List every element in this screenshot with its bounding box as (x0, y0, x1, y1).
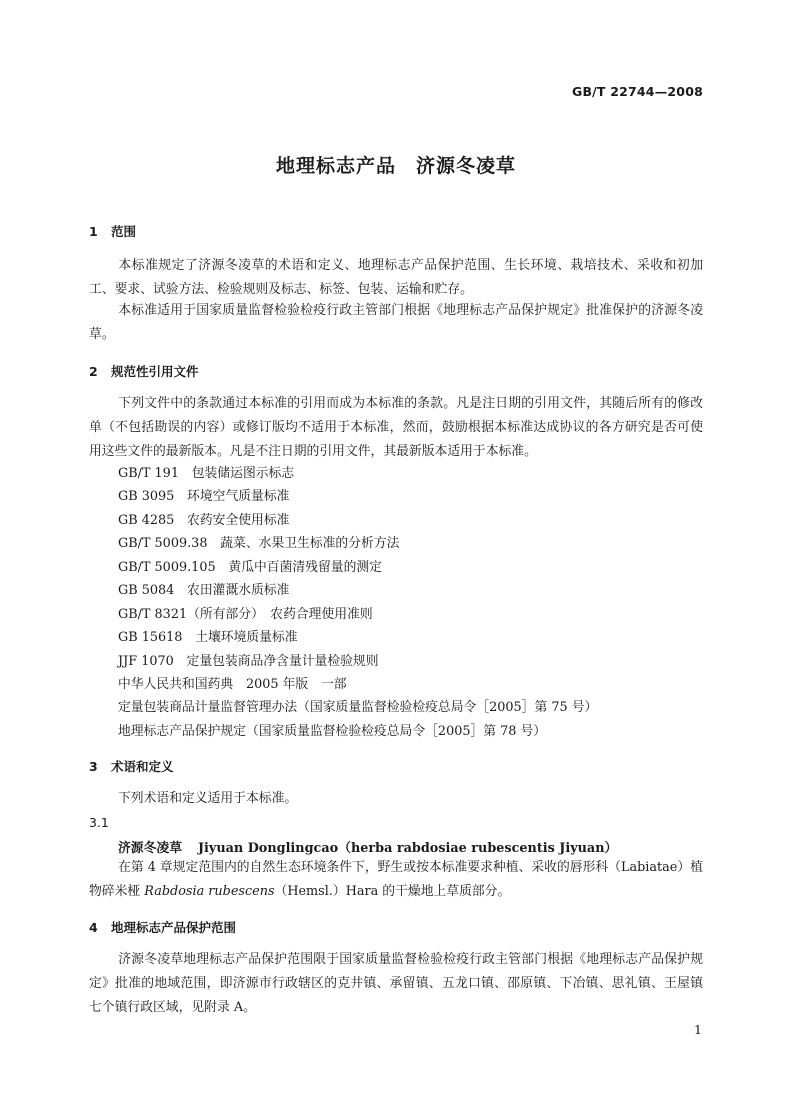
reference-item: GB/T 8321（所有部分） 农药合理使用准则 (118, 607, 373, 622)
reference-item: GB 15618 土壤环境质量标准 (118, 630, 298, 645)
section-3-heading (89, 757, 174, 775)
clause-number: 3.1 (89, 815, 109, 830)
section-1-paragraph-1: 本标准规定了济源冬凌草的术语和定义、地理标志产品保护范围、生长环境、栽培技术、采收和初加工、要求、试验方法、检验规则及标志、标签、包装、运输和贮存。 (89, 258, 703, 297)
section-3-paragraph-1: 下列术语和定义适用于本标准。 (118, 791, 298, 806)
section-1-heading (89, 222, 136, 240)
reference-item: GB 5084 农田灌溉水质标准 (118, 583, 290, 598)
section-4-heading (89, 918, 236, 936)
term-definition: 在第 4 章规定范围内的自然生态环境条件下，野生或按本标准要求种植、采收的唇形科（Labiatae）植物碎米桠 Rabdosia rubescens（Hemsl.）Hara 的干燥地上草质部分。 (89, 860, 703, 899)
reference-item: 定量包装商品计量监督管理办法（国家质量监督检验检疫总局令［2005］第 75 号） (118, 700, 598, 715)
standard-number: GB/T 22744—2008 (571, 84, 703, 99)
document-title: 地理标志产品 济源冬凌草 (275, 155, 516, 177)
reference-item: GB/T 5009.38 蔬菜、水果卫生标准的分析方法 (118, 536, 400, 551)
section-1-paragraph-2: 本标准适用于国家质量监督检验检疫行政主管部门根据《地理标志产品保护规定》批准保护的济源冬凌草。 (89, 303, 703, 342)
reference-item: 地理标志产品保护规定（国家质量监督检验检疫总局令［2005］第 78 号） (118, 724, 547, 739)
term-chinese: 济源冬凌草 (118, 841, 182, 856)
section-number: 2 (89, 364, 98, 379)
term-english: Jiyuan Donglingcao（herba rabdosiae rubescentis Jiyuan） (197, 841, 618, 856)
section-2-paragraph-1: 下列文件中的条款通过本标准的引用而成为本标准的条款。凡是注日期的引用文件，其随后所有的修改单（不包括勘误的内容）或修订版均不适用于本标准，然而，鼓励根据本标准达成协议的各方研究是否可使用这些文件的最新版本。凡是不注日期的引用文件，其最新版本适用于本标准。 (89, 396, 703, 459)
reference-item: GB/T 5009.105 黄瓜中百菌清残留量的测定 (118, 560, 382, 575)
section-number: 4 (89, 920, 98, 935)
section-number: 3 (89, 759, 98, 774)
section-title: 术语和定义 (111, 759, 174, 774)
section-title: 范围 (111, 224, 137, 239)
reference-item: JJF 1070 定量包装商品净含量计量检验规则 (118, 654, 379, 669)
section-4-paragraph-1: 济源冬凌草地理标志产品保护范围限于国家质量监督检验检疫行政主管部门根据《地理标志产品保护规定》批准的地域范围，即济源市行政辖区的克井镇、承留镇、五龙口镇、邵原镇、下冶镇、思礼镇、王屋镇七个镇行政区域，见附录 A。 (89, 952, 703, 1015)
reference-item: GB 3095 环境空气质量标准 (118, 489, 290, 504)
species-name: Rabdosia rubescens (144, 884, 275, 899)
section-title: 规范性引用文件 (111, 364, 199, 379)
reference-item: 中华人民共和国药典 2005 年版 一部 (118, 677, 347, 692)
reference-item: GB/T 191 包装储运图示标志 (118, 466, 295, 481)
section-number: 1 (89, 224, 98, 239)
reference-item: GB 4285 农药安全使用标准 (118, 513, 290, 528)
term-entry (118, 837, 617, 856)
page-number: 1 (694, 1022, 702, 1037)
section-title: 地理标志产品保护范围 (111, 920, 237, 935)
section-2-heading (89, 362, 199, 380)
